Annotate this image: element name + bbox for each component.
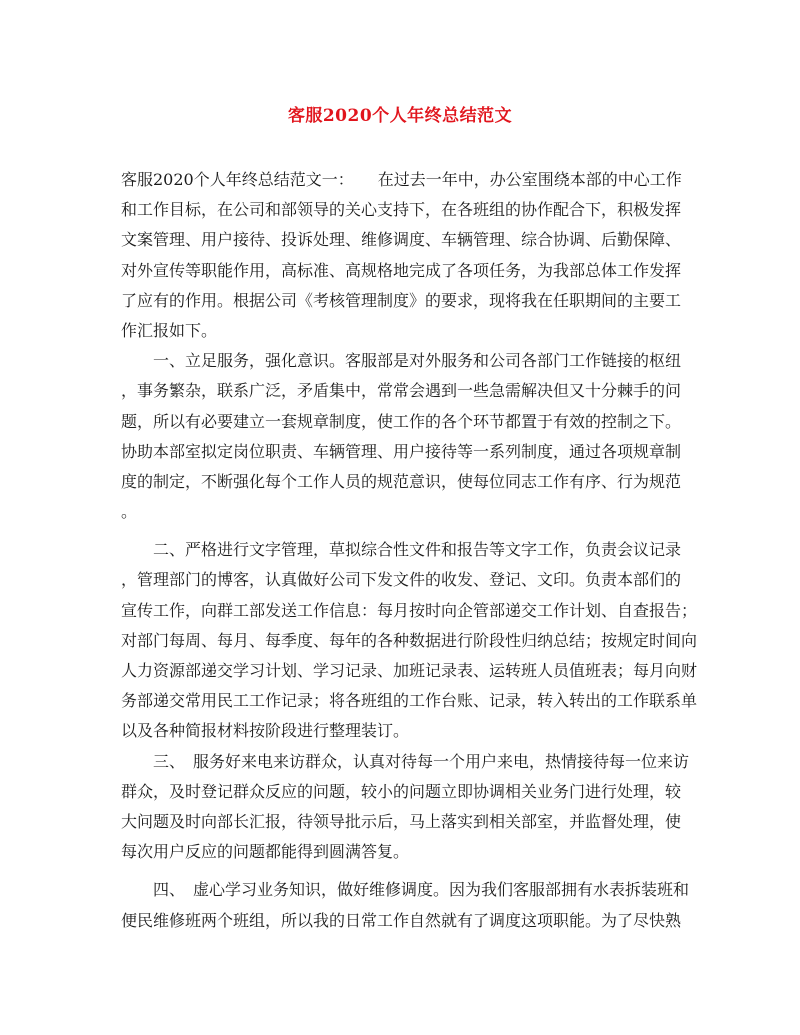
text-line: 对外宣传等职能作用，高标准、高规格地完成了各项任务，为我部总体工作发挥 bbox=[121, 260, 682, 280]
paragraph bbox=[121, 747, 690, 868]
text-line: 对部门每周、每月、每季度、每年的各种数据进行阶段性归纳总结；按规定时间向 bbox=[121, 630, 698, 650]
text-line: 务部递交常用民工工作记录；将各班组的工作台账、记录，转入转出的工作联系单 bbox=[121, 691, 698, 711]
text-line: 了应有的作用。根据公司《考核管理制度》的要求，现将我在任职期间的主要工 bbox=[121, 290, 682, 310]
text-line: 。 bbox=[121, 502, 138, 522]
text-line: 三、 服务好来电来访群众，认真对待每一个用户来电，热情接待每一位来访 bbox=[121, 751, 690, 771]
paragraph-spacer bbox=[121, 867, 685, 875]
text-line: 作汇报如下。 bbox=[121, 320, 218, 340]
document-body bbox=[121, 165, 698, 936]
text-line: 宣传工作，向群工部发送工作信息：每月按时向企管部递交工作计划、自查报告； bbox=[121, 600, 698, 620]
paragraph bbox=[121, 165, 685, 346]
text-line: ，管理部门的博客，认真做好公司下发文件的收发、登记、文印。负责本部们的 bbox=[121, 570, 682, 590]
text-line: ，事务繁杂，联系广泛，矛盾集中，常常会遇到一些急需解决但又十分棘手的问 bbox=[121, 381, 682, 401]
text-line: 四、 虚心学习业务知识，做好维修调度。因为我们客服部拥有水表拆装班和 bbox=[121, 880, 690, 900]
paragraph bbox=[121, 875, 690, 935]
text-line: 以及各种简报材料按阶段进行整理装订。 bbox=[121, 721, 410, 741]
text-line: 文案管理、用户接待、投诉处理、维修调度、车辆管理、综合协调、后勤保障、 bbox=[121, 230, 682, 250]
text-line: 便民维修班两个班组，所以我的日常工作自然就有了调度这项职能。为了尽快熟 bbox=[121, 910, 682, 930]
text-line: 度的制定，不断强化每个工作人员的规范意识，使每位同志工作有序、行为规范 bbox=[121, 471, 682, 491]
paragraph bbox=[121, 346, 685, 527]
paragraph bbox=[121, 535, 698, 746]
text-line: 人力资源部递交学习计划、学习记录、加班记录表、运转班人员值班表；每月向财 bbox=[121, 661, 698, 680]
text-line: 协助本部室拟定岗位职责、车辆管理、用户接待等一系列制度，通过各项规章制 bbox=[121, 441, 682, 461]
paragraph-spacer bbox=[121, 527, 685, 535]
text-line: 二、严格进行文字管理，草拟综合性文件和报告等文字工作，负责会议记录 bbox=[121, 540, 682, 560]
text-line: 大问题及时向部长汇报，待领导批示后，马上落实到相关部室，并监督处理，使 bbox=[121, 811, 682, 831]
text-line: 题，所以有必要建立一套规章制度，使工作的各个环节都置于有效的控制之下。 bbox=[121, 411, 682, 431]
document-title: 客服2020个人年终总结范文 bbox=[287, 106, 513, 126]
text-line: 一、立足服务，强化意识。客服部是对外服务和公司各部门工作链接的枢纽 bbox=[121, 351, 682, 371]
text-line: 群众，及时登记群众反应的问题，较小的问题立即协调相关业务门进行处理，较 bbox=[121, 781, 682, 801]
text-line: 客服2020个人年终总结范文一： 在过去一年中，办公室围绕本部的中心工作 bbox=[121, 170, 682, 189]
text-line: 和工作目标，在公司和部领导的关心支持下，在各班组的协作配合下，积极发挥 bbox=[121, 200, 682, 220]
text-line: 每次用户反应的问题都能得到圆满答复。 bbox=[121, 842, 410, 862]
